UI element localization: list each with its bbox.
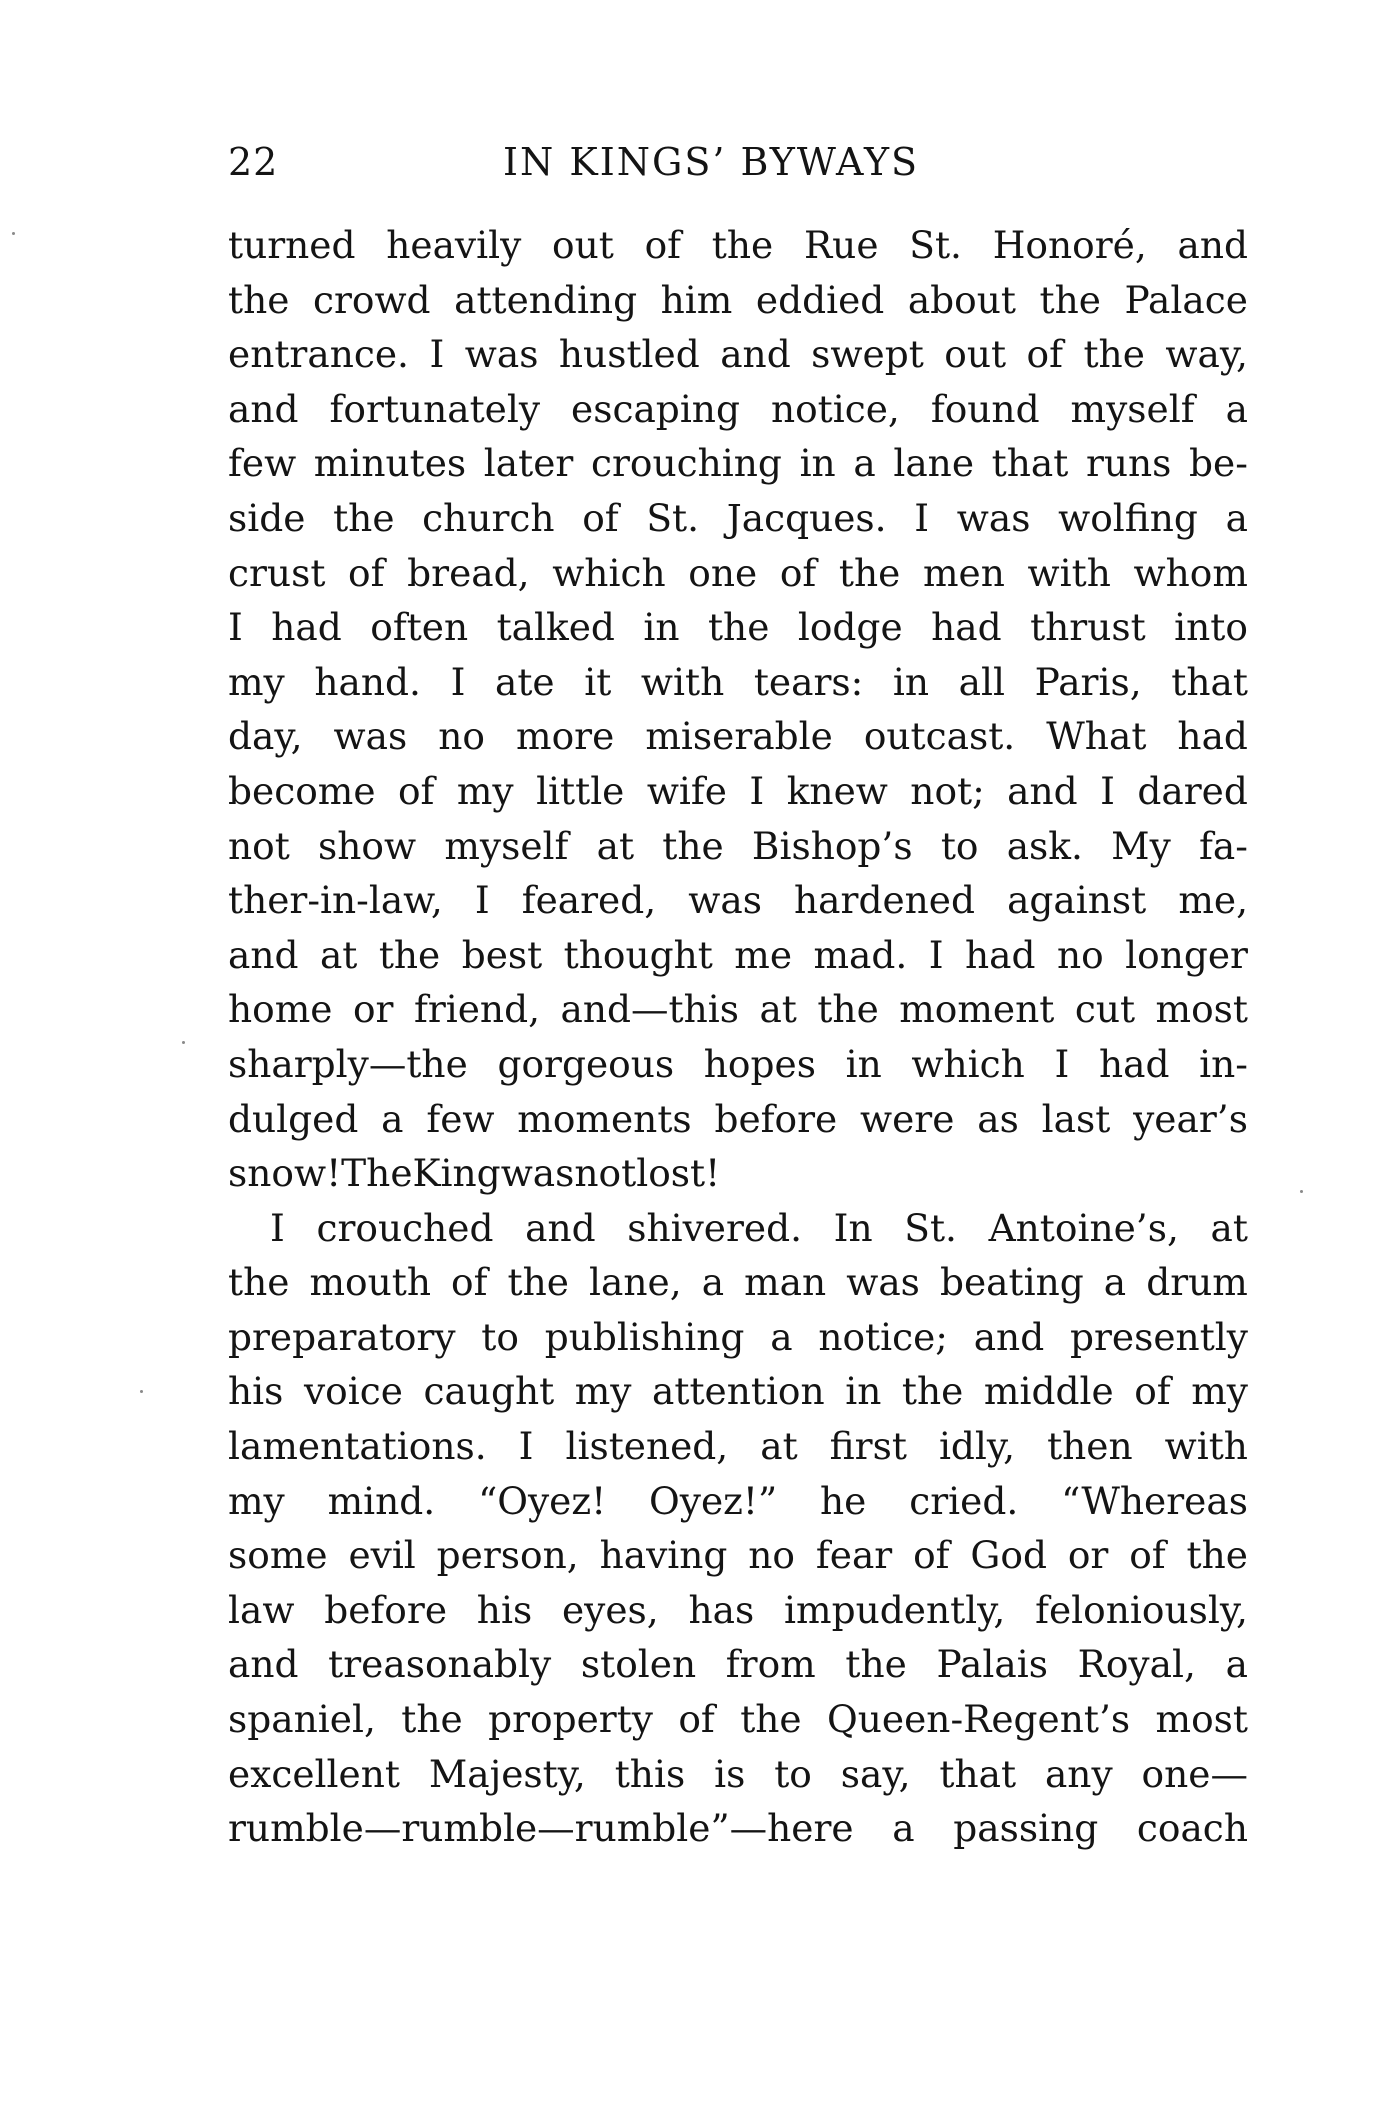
word: the [1083, 332, 1145, 377]
word: ther-in-law, [228, 878, 443, 923]
word: excellent [228, 1751, 400, 1796]
word: crouching [590, 441, 782, 486]
word: then [1047, 1424, 1133, 1469]
word: ask. [1006, 823, 1083, 868]
text-line [228, 546, 1248, 601]
word: notice; [818, 1314, 948, 1359]
word: me [734, 932, 793, 977]
word: or [1067, 1533, 1109, 1578]
word: and [1007, 768, 1078, 813]
word: of [451, 1260, 488, 1305]
word: had [965, 932, 1036, 977]
word: and [228, 1642, 299, 1687]
word: lane, [589, 1260, 682, 1305]
word: that [1171, 659, 1248, 704]
word: my [456, 768, 514, 813]
word: out [552, 223, 614, 267]
word: most [1155, 987, 1248, 1032]
word: from [725, 1642, 816, 1687]
word: not [574, 1151, 637, 1196]
word: fear [815, 1533, 893, 1578]
text-line [228, 1528, 1248, 1583]
word: The [341, 1151, 413, 1196]
word: “Oyez! [478, 1478, 607, 1523]
word: crouched [316, 1205, 494, 1250]
word: and [525, 1205, 596, 1250]
word: swept [811, 332, 924, 377]
text-line [228, 1583, 1248, 1638]
word: fa- [1198, 823, 1248, 868]
word: Jacques. [726, 495, 887, 540]
word: Palace [1124, 277, 1248, 322]
word: moment [899, 987, 1055, 1032]
word: Palais [936, 1642, 1048, 1687]
word: the [1039, 277, 1101, 322]
word: My [1111, 823, 1171, 868]
word: impudently, [784, 1587, 1006, 1632]
word: having [599, 1533, 728, 1578]
word: man [744, 1260, 827, 1305]
word: Antoine’s, [988, 1205, 1179, 1250]
word: stolen [580, 1642, 697, 1687]
word: tears: [753, 659, 864, 704]
word: knew [786, 768, 888, 813]
text-line [228, 436, 1248, 491]
word: cried. [909, 1478, 1019, 1523]
word: which [911, 1041, 1025, 1086]
word: idly, [938, 1424, 1016, 1469]
word: his [228, 1369, 284, 1414]
word: of [1026, 332, 1064, 377]
word: Queen-Regent’s [827, 1697, 1131, 1742]
word: a [1225, 1642, 1248, 1687]
word: of [348, 550, 385, 595]
word: “Whereas [1061, 1478, 1248, 1523]
word: in [643, 605, 680, 650]
word: was [333, 714, 408, 759]
word: cut [1074, 987, 1136, 1032]
word: before [324, 1587, 448, 1632]
word: that [939, 1751, 1017, 1796]
word: the [401, 1697, 463, 1742]
word: me, [1178, 878, 1248, 923]
word: be- [1189, 441, 1248, 486]
word: I [474, 878, 490, 923]
word: is [714, 1751, 746, 1796]
word: dared [1137, 768, 1248, 813]
word: he [820, 1478, 867, 1523]
word: I [228, 605, 243, 650]
word: the [662, 823, 724, 868]
word: ate [495, 659, 555, 704]
word: St. [646, 495, 700, 540]
word: myself [1070, 386, 1195, 431]
text-line [228, 1201, 1248, 1256]
word: to [940, 823, 979, 868]
word: all [958, 659, 1006, 704]
word: entrance. [228, 332, 409, 377]
text-line [228, 491, 1248, 546]
word: with [1164, 1424, 1248, 1469]
word: of [644, 223, 682, 267]
word: outcast. [863, 714, 1016, 759]
word: was [464, 332, 539, 377]
word: was [688, 878, 762, 923]
word: not [228, 823, 290, 868]
word: I [270, 1205, 285, 1250]
word: in [845, 1369, 882, 1414]
word: at [1210, 1205, 1248, 1250]
text-line [228, 1692, 1248, 1747]
word: has [688, 1587, 755, 1632]
text-line [228, 382, 1248, 437]
word: which [552, 550, 666, 595]
word: I [450, 659, 466, 704]
page-header [228, 140, 1248, 190]
page-speck [182, 1041, 185, 1044]
word: the [740, 1697, 802, 1742]
text-line [228, 1419, 1248, 1474]
word: hardened [794, 878, 975, 923]
word: St. [904, 1205, 957, 1250]
word: had [1098, 1041, 1170, 1086]
word: thrust [1030, 605, 1146, 650]
word: voice [303, 1369, 403, 1414]
word: in [799, 441, 836, 486]
word: show [318, 823, 417, 868]
word: more [516, 714, 615, 759]
word: What [1046, 714, 1147, 759]
page-speck [140, 1390, 143, 1393]
word: few [426, 1096, 495, 1141]
word: fortunately [329, 386, 541, 431]
word: him [660, 277, 733, 322]
word: as [977, 1096, 1019, 1141]
word: attending [454, 277, 638, 322]
word: notice, [770, 386, 900, 431]
word: one— [1141, 1751, 1248, 1796]
word: my [1191, 1369, 1248, 1414]
word: with [640, 659, 725, 704]
word: I [1100, 768, 1115, 813]
page-speck [1300, 1190, 1303, 1193]
word: I [749, 768, 765, 813]
word: day, [228, 714, 303, 759]
word: treasonably [328, 1642, 552, 1687]
word: any [1044, 1751, 1113, 1796]
word: publishing [544, 1314, 745, 1359]
word: to [481, 1314, 519, 1359]
word: mad. [813, 932, 908, 977]
word: Majesty, [428, 1751, 586, 1796]
word: my [574, 1369, 632, 1414]
page-speck [12, 232, 15, 235]
word: last [1041, 1096, 1111, 1141]
word: or [352, 987, 394, 1032]
word: dulged [228, 1096, 359, 1141]
word: I [928, 932, 944, 977]
word: snow! [228, 1151, 342, 1196]
word: and—this [560, 987, 739, 1032]
word: Bishop’s [751, 823, 913, 868]
word: talked [496, 605, 615, 650]
word: it [584, 659, 612, 704]
running-title: IN KINGS’ BYWAYS [503, 140, 920, 184]
word: one [688, 550, 758, 595]
word: the [901, 1369, 964, 1414]
word: of [1134, 1369, 1171, 1414]
word: beating [939, 1260, 1084, 1305]
text-line [228, 655, 1248, 710]
word: longer [1125, 932, 1248, 977]
word: shivered. [627, 1205, 803, 1250]
word: into [1174, 605, 1248, 650]
word: my [228, 1478, 285, 1523]
word: was [846, 1260, 920, 1305]
word: to [774, 1751, 812, 1796]
word: the [228, 1260, 290, 1305]
word: feloniously, [1035, 1587, 1248, 1632]
word: at [596, 823, 635, 868]
word: Honoré, [992, 223, 1147, 267]
word: Oyez!” [649, 1478, 778, 1523]
word: not; [910, 768, 985, 813]
text-line [228, 1092, 1248, 1147]
word: at [319, 932, 358, 977]
word: found [930, 386, 1040, 431]
word: in [845, 1041, 882, 1086]
word: of [582, 495, 619, 540]
text-line [228, 1801, 1248, 1856]
word: side [228, 495, 306, 540]
word: coach [1136, 1806, 1248, 1851]
word: presently [1069, 1314, 1248, 1359]
text-line [228, 709, 1248, 764]
word: sharply—the [228, 1041, 468, 1086]
word: few [228, 441, 297, 486]
word: eddied [755, 277, 885, 322]
word: heavily [386, 223, 522, 267]
word: Paris, [1034, 659, 1142, 704]
word: and [720, 332, 791, 377]
word: that [991, 441, 1069, 486]
word: St. [909, 223, 962, 267]
word: a [1225, 386, 1248, 431]
word: of [397, 768, 435, 813]
word: preparatory [228, 1314, 456, 1359]
word: men [922, 550, 1005, 595]
word: friend, [413, 987, 541, 1032]
text-line [228, 1637, 1248, 1692]
word: of [1129, 1533, 1166, 1578]
word: out [944, 332, 1007, 377]
word: little [536, 768, 625, 813]
word: was [500, 1151, 575, 1196]
text-line [228, 1310, 1248, 1365]
word: at [759, 987, 797, 1032]
word: of [913, 1533, 950, 1578]
word: crowd [312, 277, 431, 322]
word: in- [1199, 1041, 1248, 1086]
word: often [370, 605, 469, 650]
word: property [488, 1697, 653, 1742]
text-line [228, 928, 1248, 983]
word: crust [228, 550, 326, 595]
word: no [1056, 932, 1104, 977]
word: rumble—rumble—rumble”—here [228, 1806, 854, 1851]
word: God [970, 1533, 1047, 1578]
word: later [483, 441, 574, 486]
word: this [614, 1751, 686, 1796]
word: a [892, 1806, 915, 1851]
word: against [1007, 878, 1147, 923]
text-line [228, 273, 1248, 328]
word: were [860, 1096, 955, 1141]
word: hand. [314, 659, 421, 704]
word: say, [840, 1751, 911, 1796]
word: I [429, 332, 445, 377]
word: way, [1165, 332, 1248, 377]
word: thought [563, 932, 713, 977]
word: the [711, 223, 774, 267]
word: spaniel, [228, 1697, 376, 1742]
word: Royal, [1077, 1642, 1196, 1687]
word: some [228, 1533, 328, 1578]
word: lane [893, 441, 975, 486]
word: gorgeous [497, 1041, 675, 1086]
word: bread, [407, 550, 530, 595]
word: his [476, 1587, 533, 1632]
word: the [378, 932, 441, 977]
word: had [931, 605, 1002, 650]
word: best [461, 932, 543, 977]
word: myself [444, 823, 569, 868]
text-line [228, 218, 1248, 273]
word: a [701, 1260, 725, 1305]
word: home [228, 987, 333, 1032]
word: a [770, 1314, 793, 1359]
word: hustled [558, 332, 700, 377]
word: no [438, 714, 485, 759]
text-line [228, 1474, 1248, 1529]
word: a [1225, 495, 1248, 540]
word: eyes, [561, 1587, 659, 1632]
word: the [228, 277, 290, 322]
text-line [228, 764, 1248, 819]
word: In [833, 1205, 873, 1250]
body-text [228, 218, 1248, 1856]
word: the [817, 987, 879, 1032]
word: a [1103, 1260, 1127, 1305]
text-line [228, 1747, 1248, 1802]
text-line [228, 873, 1248, 928]
word: evil [348, 1533, 416, 1578]
text-line [228, 819, 1248, 874]
word: the [333, 495, 395, 540]
word: wolfing [1058, 495, 1198, 540]
text-line [228, 1146, 1248, 1201]
word: escaping [571, 386, 740, 431]
word: of [779, 550, 817, 595]
word: wife [646, 768, 727, 813]
word: and [228, 386, 299, 431]
page-number: 22 [228, 140, 279, 184]
word: Rue [803, 223, 879, 267]
word: attention [652, 1369, 825, 1414]
word: in [892, 659, 930, 704]
word: about [907, 277, 1016, 322]
word: year’s [1133, 1096, 1248, 1141]
word: a [853, 441, 876, 486]
text-line [228, 1255, 1248, 1310]
text-line [228, 600, 1248, 655]
word: lost! [636, 1151, 721, 1196]
word: I [914, 495, 930, 540]
word: I [518, 1424, 534, 1469]
word: minutes [313, 441, 467, 486]
word: at [760, 1424, 798, 1469]
word: caught [423, 1369, 555, 1414]
word: church [422, 495, 555, 540]
text-line [228, 982, 1248, 1037]
word: the [838, 550, 901, 595]
word: had [271, 605, 342, 650]
word: and [228, 932, 299, 977]
word: the [1186, 1533, 1248, 1578]
word: I [1054, 1041, 1070, 1086]
word: person, [436, 1533, 579, 1578]
word: lodge [797, 605, 903, 650]
word: listened, [565, 1424, 729, 1469]
word: and [973, 1314, 1045, 1359]
word: turned [228, 223, 356, 267]
word: lamentations. [228, 1424, 487, 1469]
word: King [412, 1151, 501, 1196]
text-line [228, 1364, 1248, 1419]
word: the [507, 1260, 569, 1305]
word: my [228, 659, 285, 704]
word: moments [517, 1096, 692, 1141]
word: a [381, 1096, 404, 1141]
word: runs [1085, 441, 1172, 486]
word: with [1027, 550, 1111, 595]
word: mind. [327, 1478, 436, 1523]
word: and [1177, 223, 1248, 267]
word: become [228, 768, 376, 813]
word: miserable [645, 714, 833, 759]
word: whom [1133, 550, 1248, 595]
word: middle [983, 1369, 1114, 1414]
word: hopes [703, 1041, 816, 1086]
word: of [678, 1697, 715, 1742]
word: the [707, 605, 770, 650]
text-line [228, 1037, 1248, 1092]
text-line [228, 327, 1248, 382]
word: no [748, 1533, 796, 1578]
word: had [1177, 714, 1248, 759]
word: mouth [309, 1260, 431, 1305]
word: passing [953, 1806, 1099, 1851]
word: the [845, 1642, 907, 1687]
word: law [228, 1587, 295, 1632]
word: most [1155, 1697, 1248, 1742]
word: drum [1146, 1260, 1248, 1305]
word: was [956, 495, 1031, 540]
word: before [714, 1096, 838, 1141]
word: first [829, 1424, 907, 1469]
word: feared, [521, 878, 657, 923]
